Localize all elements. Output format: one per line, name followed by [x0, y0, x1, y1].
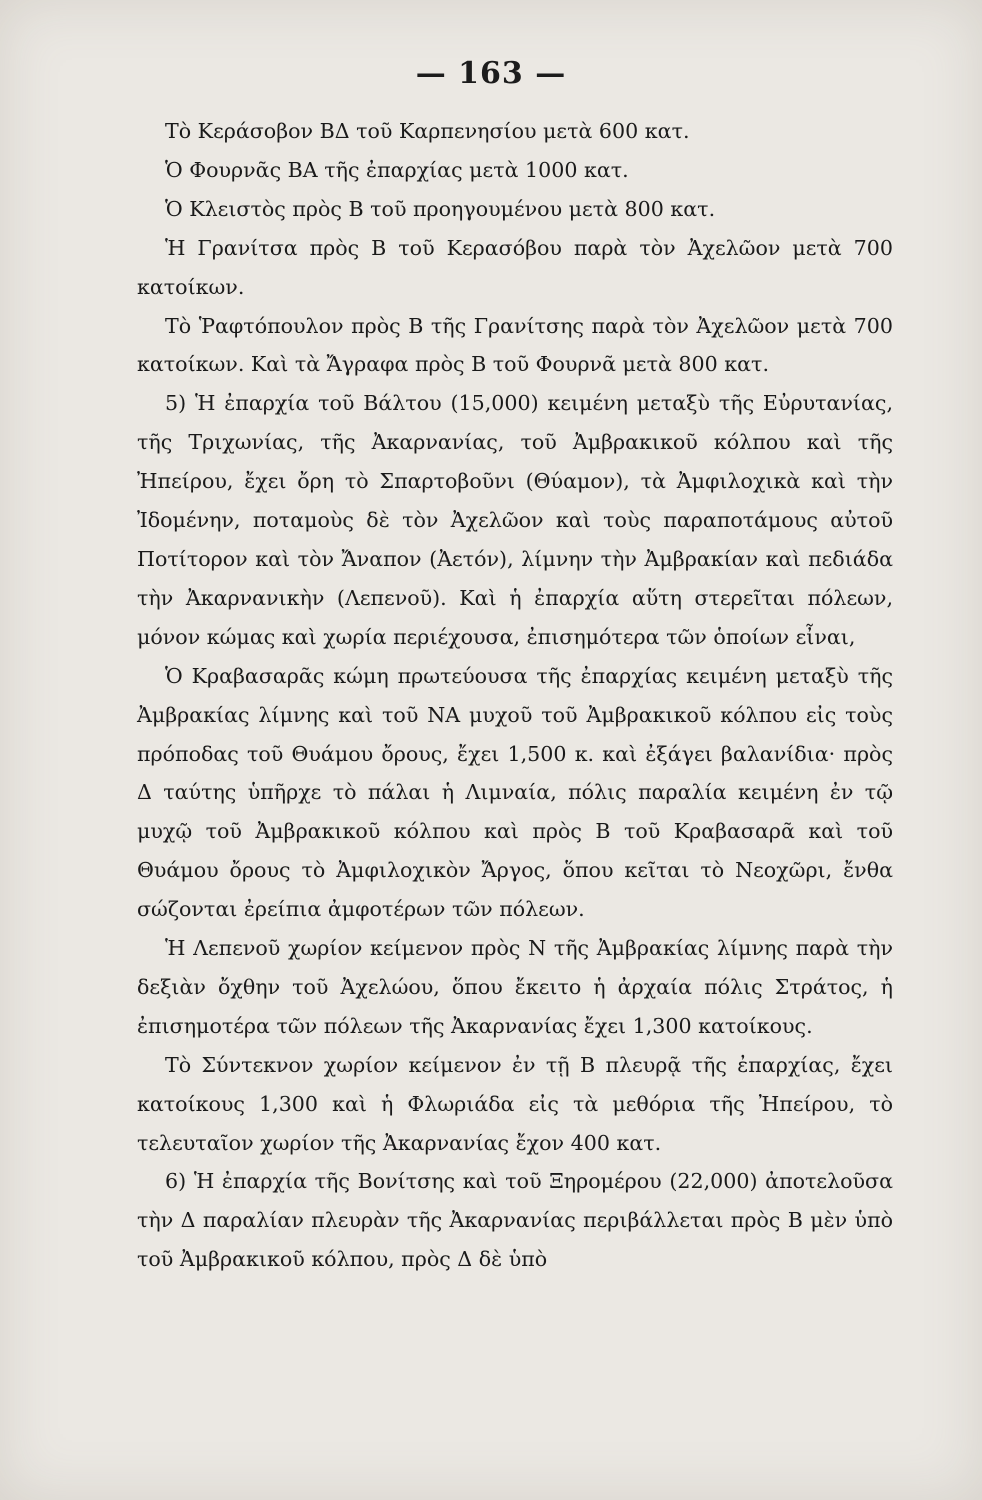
page-number: — 163 — — [415, 56, 567, 91]
paragraph-kerasovon: Τὸ Κεράσοβον ΒΔ τοῦ Καρπενησίου μετὰ 600 κατ. — [165, 119, 690, 143]
paragraph-syntekno: Τὸ Σύντεκνον χωρίον κείμενον ἐν τῇ Β πλευρᾷ τῆς ἐπαρχίας, ἔχει κατοίκους 1,300 καὶ ἡ Φλωριάδα εἰς τὰ μεθόρια τῆς Ἠπείρου, τὸ τελευταῖον χωρίον τῆς Ἀκαρνανίας ἔχον 400 κατ. — [137, 1052, 893, 1155]
paragraph-lepenou: Ἡ Λεπενοῦ χωρίον κείμενον πρὸς Ν τῆς Ἀμβρακίας λίμνης παρὰ τὴν δεξιὰν ὄχθην τοῦ Ἀχελώου, ὅπου ἔκειτο ἡ ἀρχαία πόλις Στράτος, ἡ ἐπισημοτέρα τῶν πόλεων τῆς Ἀκαρνανίας ἔχει 1,300 κατοίκους. — [137, 936, 893, 1038]
paragraph-valtos-province: 5) Ἡ ἐπαρχία τοῦ Βάλτου (15,000) κειμένη μεταξὺ τῆς Εὐρυτανίας, τῆς Τριχωνίας, τῆς Ἀκαρνανίας, τοῦ Ἀμβρακικοῦ κόλπου καὶ τῆς Ἠπείρου, ἔχει ὄρη τὸ Σπαρτοβοῦνι (Θύαμον), τὰ Ἀμφιλοχικὰ καὶ τὴν Ἰδομένην, ποταμοὺς δὲ τὸν Ἀχελῶον καὶ τοὺς παραποτάμους αὐτοῦ Ποτίτορον καὶ τὸν Ἄναπον (Ἀετόν), λίμνην τὴν Ἀμβρακίαν καὶ πεδιάδα τὴν Ἀκαρνανικὴν (Λεπενοῦ). Καὶ ἡ ἐπαρχία αὕτη στερεῖται πόλεων, μόνον κώμας καὶ χωρία περιέχουσα, ἐπισημότερα τῶν ὁποίων εἶναι, — [137, 391, 893, 649]
paragraph-raftopoulon: Τὸ Ῥαφτόπουλον πρὸς Β τῆς Γρανίτσης παρὰ τὸν Ἀχελῶον μετὰ 700 κατοίκων. Καὶ τὰ Ἄγραφα πρὸς Β τοῦ Φουρνᾶ μετὰ 800 κατ. — [137, 313, 893, 377]
paragraph-granitsa: Ἡ Γρανίτσα πρὸς Β τοῦ Κερασόβου παρὰ τὸν Ἀχελῶον μετὰ 700 κατοίκων. — [137, 235, 893, 299]
paragraph-kravasaras: Ὁ Κραβασαρᾶς κώμη πρωτεύουσα τῆς ἐπαρχίας κειμένη μεταξὺ τῆς Ἀμβρακίας λίμνης καὶ τοῦ ΝΑ μυχοῦ τοῦ Ἀμβρακικοῦ κόλπου εἰς τοὺς πρόποδας τοῦ Θυάμου ὄρους, ἔχει 1,500 κ. καὶ ἐξάγει βαλανίδια· πρὸς Δ ταύτης ὑπῆρχε τὸ πάλαι ἡ Λιμναία, πόλις παραλία κειμένη ἐν τῷ μυχῷ τοῦ Ἀμβρακικοῦ κόλπου καὶ πρὸς Β τοῦ Κραβασαρᾶ καὶ τοῦ Θυάμου ὄρους τὸ Ἀμφιλοχικὸν Ἄργος, ὅπου κεῖται τὸ Νεοχῶρι, ἔνθα σώζονται ἐρείπια ἀμφοτέρων τῶν πόλεων. — [137, 663, 893, 922]
paragraph-fournas: Ὁ Φουρνᾶς ΒΑ τῆς ἐπαρχίας μετὰ 1000 κατ. — [165, 157, 629, 182]
paragraph-vonitsa-province: 6) Ἡ ἐπαρχία τῆς Βονίτσης καὶ τοῦ Ξηρομέρου (22,000) ἀποτελοῦσα τὴν Δ παραλίαν πλευρὰν τῆς Ἀκαρνανίας περιβάλλεται πρὸς Β μὲν ὑπὸ τοῦ Ἀμβρακικοῦ κόλπου, πρὸς Δ δὲ ὑπὸ — [137, 1169, 893, 1272]
body-text — [137, 112, 893, 1279]
paragraph-kleistos: Ὁ Κλειστὸς πρὸς Β τοῦ προηγουμένου μετὰ 800 κατ. — [165, 196, 716, 221]
